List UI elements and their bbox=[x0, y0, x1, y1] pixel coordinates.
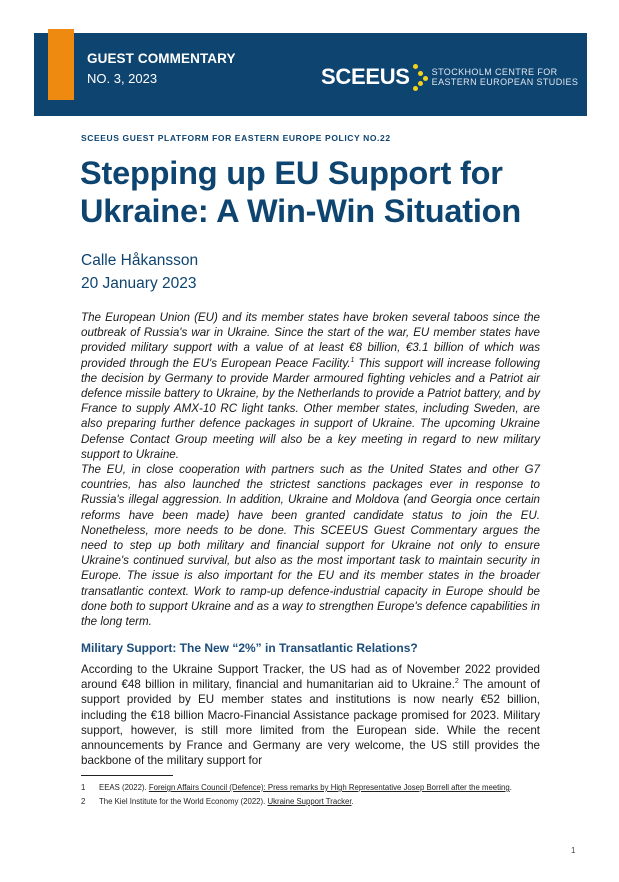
publication-series: GUEST COMMENTARY bbox=[87, 51, 236, 66]
footnotes bbox=[81, 782, 543, 810]
footnote-ref-1[interactable]: 1 bbox=[350, 356, 355, 364]
footnote-1 bbox=[81, 782, 543, 793]
intro-paragraph-1 bbox=[81, 310, 540, 462]
logo-dots-icon bbox=[412, 63, 428, 91]
footnote-link[interactable]: Foreign Affairs Council (Defence): Press remarks by High Representative Josep Borrell after the meeting bbox=[148, 783, 510, 792]
intro-text: The European Union (EU) and its member states have broken several taboos since the outbreak of Russia's war in Ukraine. Since the start of the war, EU member states have provided military support with a value of at least €8 billion, €3.1 billion of which was provided through the EU's European Peace Facility. bbox=[81, 311, 540, 370]
footnote-divider bbox=[81, 775, 173, 776]
body-text: The amount of support provided by EU member states and institutions is now nearly €52 billion, including the €18 billion Macro-Financial Assistance package promised for 2023. Military support, however, is still more limited from the European side. While the recent announcements by France and Germany are very welcome, the US still provides the backbone of the military support for bbox=[81, 678, 540, 768]
page-number: 1 bbox=[571, 846, 576, 855]
footnote-source: The Kiel Institute for the World Economy (2022). bbox=[99, 797, 268, 806]
publication-number: NO. 3, 2023 bbox=[87, 71, 158, 86]
intro-text: This support will increase following the decision by Germany to provide Marder armoured fighting vehicles and a Patriot air defence missile battery to Ukraine, by the Netherlands to provide a Patriot battery, and by France to supply AMX-10 RC light tanks. Other member states, including Sweden, are also preparing further defence packages in support of Ukraine. The upcoming Ukraine Defense Contact Group meeting will also be a key meeting in regard to new military support to Ukraine. bbox=[81, 356, 540, 461]
footnote-ref-2[interactable]: 2 bbox=[454, 678, 459, 686]
section-heading: Military Support: The New “2%” in Transatlantic Relations? bbox=[81, 641, 418, 655]
author: Calle Håkansson bbox=[81, 252, 199, 269]
accent-bar bbox=[48, 29, 74, 100]
logo-wordmark: SCEEUS bbox=[321, 64, 410, 89]
sceeus-logo bbox=[321, 62, 578, 92]
footnote-number: 2 bbox=[81, 797, 86, 806]
logo-subtitle bbox=[432, 67, 579, 87]
body-paragraph bbox=[81, 662, 540, 768]
intro-paragraph-2: The EU, in close cooperation with partners such as the United States and other G7 countries, has also launched the strictest sanctions packages ever in response to Russia's illegal aggression. In addition, Ukraine and Moldova (and Georgia once certain reforms have been made) have been granted candidate status to join the EU. Nonetheless, more needs to be done. This SCEEUS Guest Commentary argues the need to step up both military and financial support for Ukraine not only to ensure Ukraine's continued survival, but also as the most important task to maintain security in Europe. The issue is also important for the EU and its member states in the broader transatlantic context. Work to ramp-up defence-industrial capacity in Europe should be done both to support Ukraine and as a way to strengthen Europe's defence capabilities in the long term. bbox=[81, 463, 540, 629]
kicker: SCEEUS GUEST PLATFORM FOR EASTERN EUROPE POLICY NO.22 bbox=[81, 133, 391, 143]
logo-subtitle-line2: EASTERN EUROPEAN STUDIES bbox=[431, 77, 579, 87]
footnote-2 bbox=[81, 796, 543, 807]
footnote-source: EEAS (2022). bbox=[99, 783, 149, 792]
footnote-end: . bbox=[509, 783, 512, 792]
footnote-number: 1 bbox=[81, 783, 86, 792]
footnote-end: . bbox=[351, 797, 354, 806]
page-title: Stepping up EU Support for Ukraine: A Win-Win Situation bbox=[80, 155, 521, 229]
footnote-link[interactable]: Ukraine Support Tracker bbox=[267, 797, 352, 806]
logo-subtitle-line1: STOCKHOLM CENTRE FOR bbox=[431, 67, 558, 77]
body-text: According to the Ukraine Support Tracker, the US had as of November 2022 provided around €48 billion in military, financial and humanitarian aid to Ukraine. bbox=[81, 663, 540, 692]
publication-date: 20 January 2023 bbox=[81, 275, 197, 292]
